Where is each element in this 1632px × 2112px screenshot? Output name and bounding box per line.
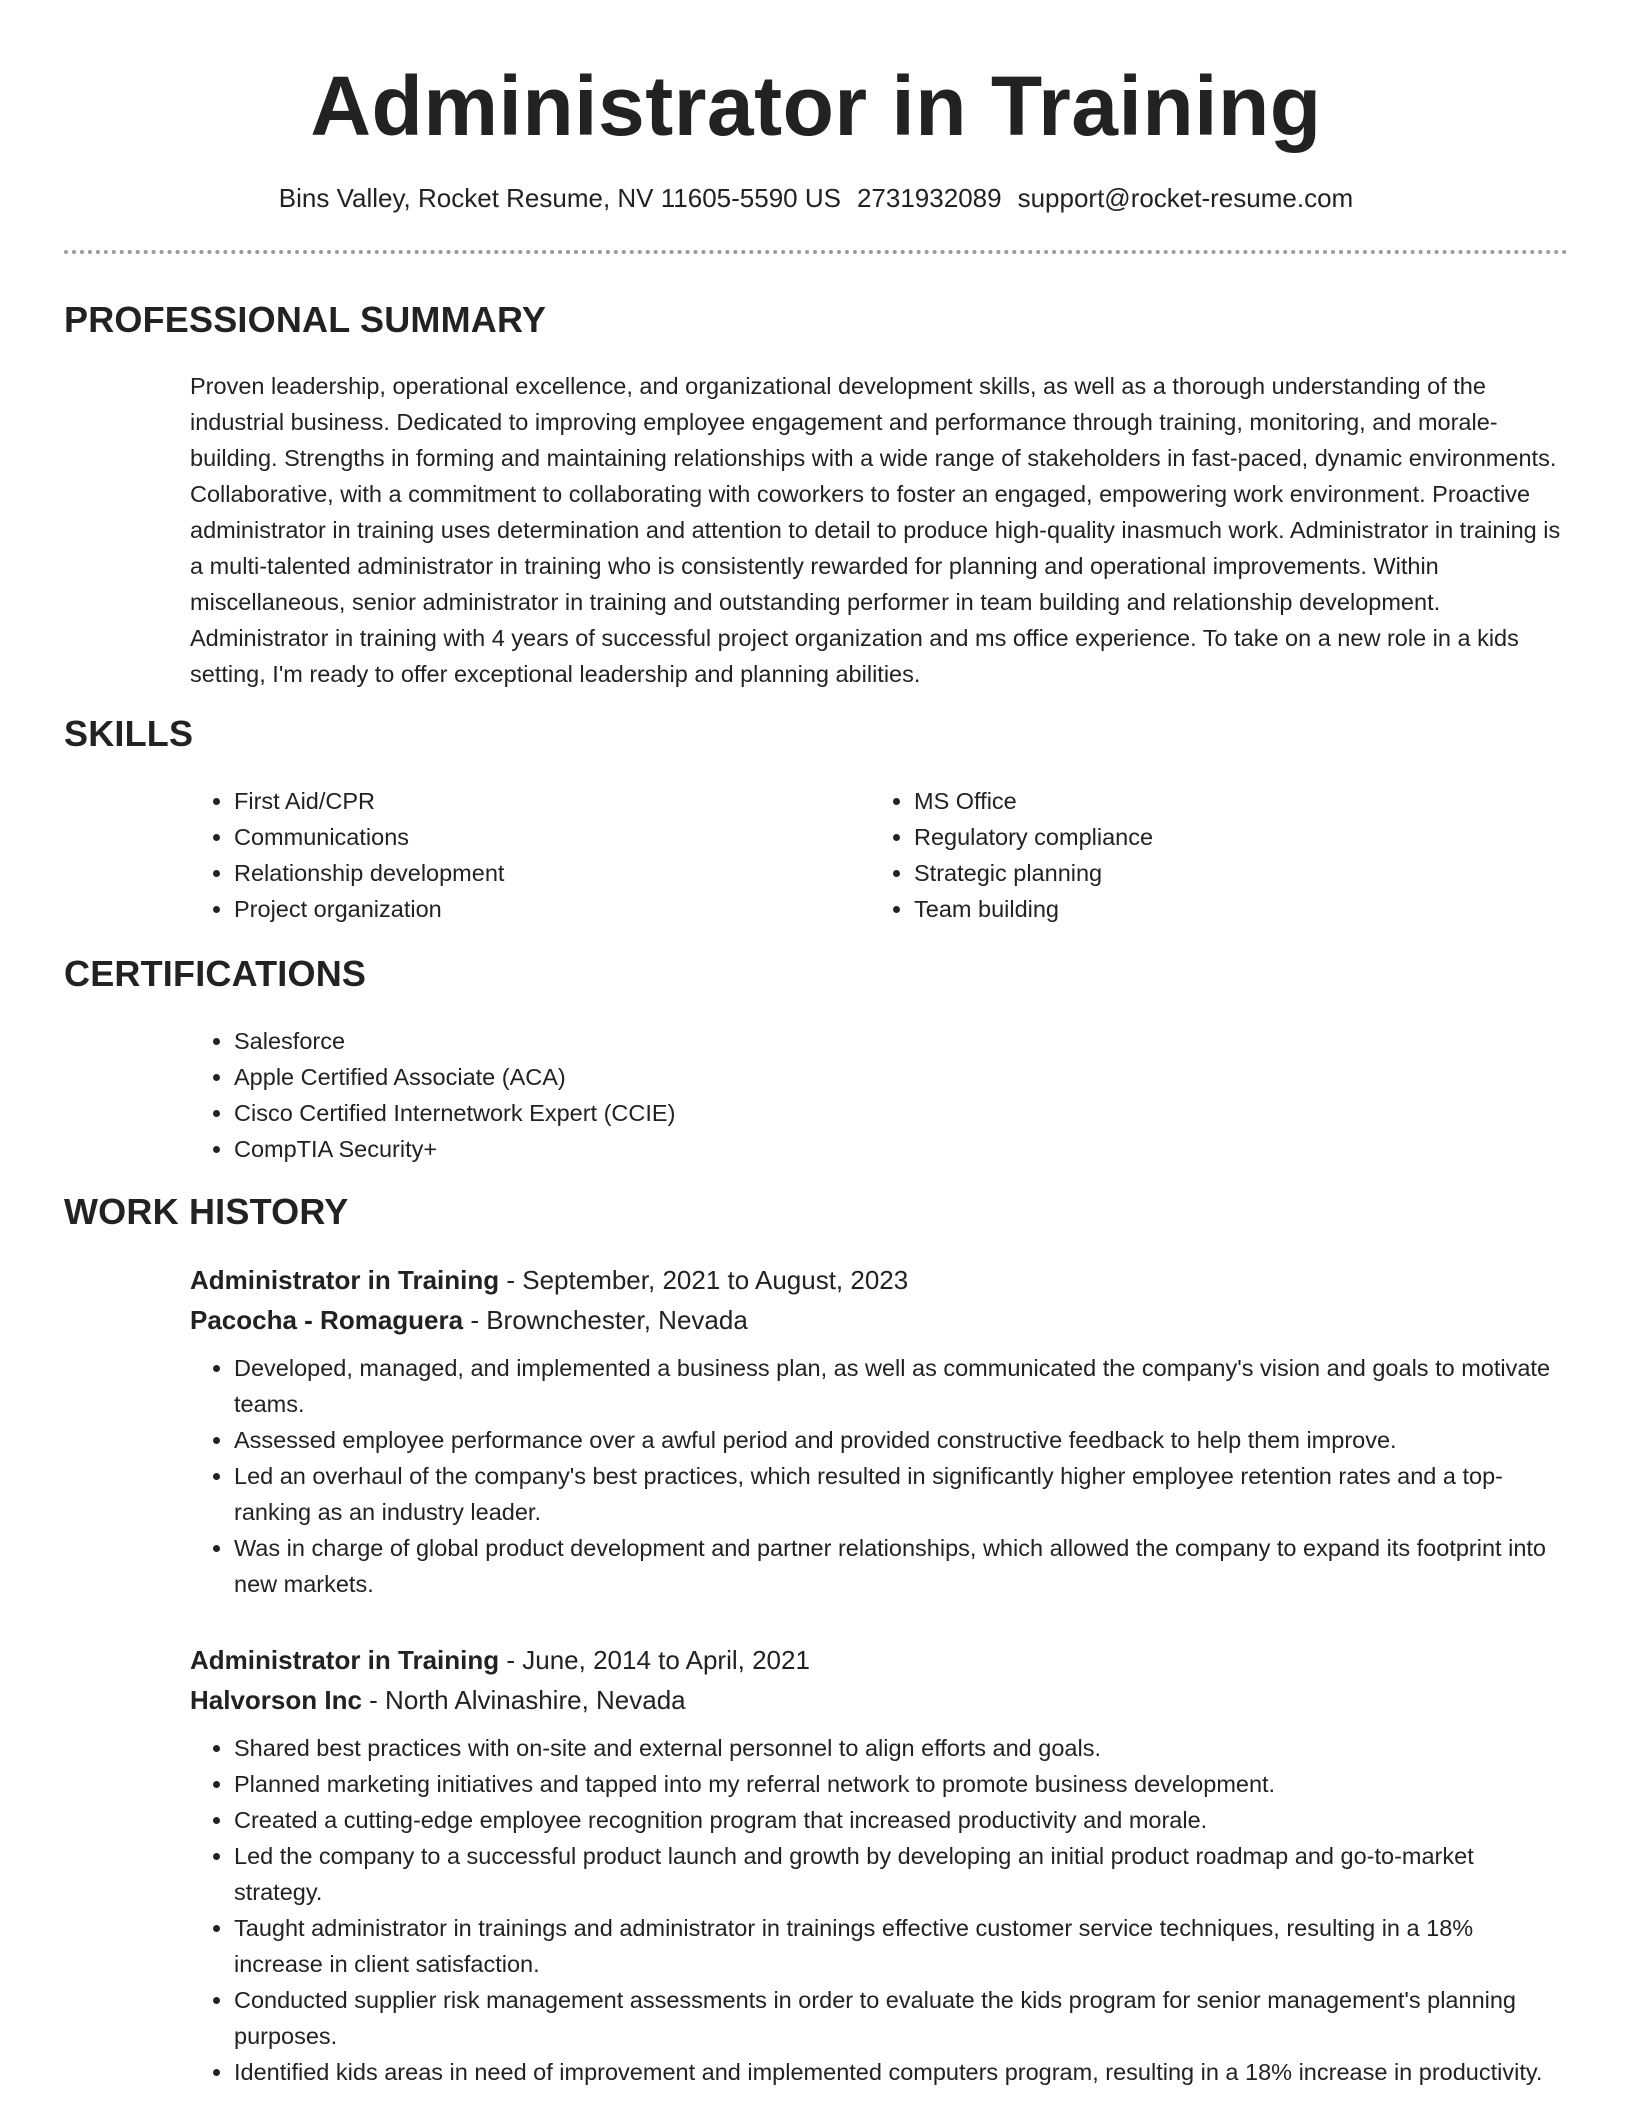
certification-item: • Cisco Certified Internetwork Expert (CCIE) <box>234 1095 675 1131</box>
candidate-name: Administrator in Training <box>310 59 1322 153</box>
job-title-line <box>190 1640 1568 1680</box>
work-history-heading: WORK HISTORY <box>64 1191 349 1232</box>
resume-page <box>64 0 1568 2112</box>
job-bullet: • Taught administrator in trainings and administrator in trainings effective customer service techniques, resulting in a 18% increase in client satisfaction. <box>234 1910 1568 1982</box>
skills-column-left <box>190 783 862 927</box>
job-title: Administrator in Training <box>190 1265 500 1295</box>
skill-item: • Strategic planning <box>914 855 1568 891</box>
job-bullet: • Shared best practices with on-site and external personnel to align efforts and goals. <box>234 1730 1568 1766</box>
summary-heading: PROFESSIONAL SUMMARY <box>64 299 547 340</box>
header-divider <box>64 250 1568 254</box>
certification-item: • Salesforce <box>234 1023 675 1059</box>
certifications-block <box>190 1023 675 1167</box>
job-entry <box>190 1640 1568 2090</box>
job-dates: - September, 2021 to August, 2023 <box>499 1265 909 1295</box>
skill-item: • Relationship development <box>234 855 862 891</box>
skill-item: • Project organization <box>234 891 862 927</box>
job-bullet: • Developed, managed, and implemented a business plan, as well as communicated the company's vision and goals to motivate teams. <box>234 1350 1568 1422</box>
job-bullets <box>190 1730 1568 2090</box>
job-company-line <box>190 1680 1568 1720</box>
skills-heading: SKILLS <box>64 713 194 754</box>
job-bullet: • Was in charge of global product development and partner relationships, which allowed the company to expand its footprint into new markets. <box>234 1530 1568 1602</box>
job-bullet: • Led an overhaul of the company's best practices, which resulted in significantly higher employee retention rates and a top-ranking as an industry leader. <box>234 1458 1568 1530</box>
contact-address: Bins Valley, Rocket Resume, NV 11605-5590 US <box>278 183 841 213</box>
skills-column-right <box>870 783 1568 927</box>
job-bullet: • Conducted supplier risk management assessments in order to evaluate the kids program for senior management's planning purposes. <box>234 1982 1568 2054</box>
skills-list-right <box>870 783 1568 927</box>
skills-list-left <box>190 783 862 927</box>
job-entry <box>190 1260 1568 1602</box>
skill-item: • First Aid/CPR <box>234 783 862 819</box>
job-bullet: • Planned marketing initiatives and tapped into my referral network to promote business development. <box>234 1766 1568 1802</box>
job-dates: - June, 2014 to April, 2021 <box>499 1645 810 1675</box>
certification-item: • CompTIA Security+ <box>234 1131 675 1167</box>
skill-item: • Team building <box>914 891 1568 927</box>
job-location: - Brownchester, Nevada <box>463 1305 748 1335</box>
certification-item: • Apple Certified Associate (ACA) <box>234 1059 675 1095</box>
contact-phone: 2731932089 <box>856 183 1002 213</box>
job-title-line <box>190 1260 1568 1300</box>
job-bullet: • Led the company to a successful product launch and growth by developing an initial product roadmap and go-to-market strategy. <box>234 1838 1568 1910</box>
job-bullet: • Identified kids areas in need of improvement and implemented computers program, resulting in a 18% increase in productivity. <box>234 2054 1568 2090</box>
certifications-list <box>190 1023 675 1167</box>
job-company-line <box>190 1300 1568 1340</box>
summary-text: Proven leadership, operational excellence, and organizational development skills, as well as a thorough understanding of the industrial business. Dedicated to improving employee engagement and performance through training, monitoring, and morale-building. Strengths in forming and maintaining relationships with a wide range of stakeholders in fast-paced, dynamic environments. Collaborative, with a commitment to collaborating with coworkers to foster an engaged, empowering work environment. Proactive administrator in training uses determination and attention to detail to produce high-quality inasmuch work. Administrator in training is a multi-talented administrator in training who is consistently rewarded for planning and operational improvements. Within miscellaneous, senior administrator in training and outstanding performer in team building and relationship development. Administrator in training with 4 years of successful project organization and ms office experience. To take on a new role in a kids setting, I'm ready to offer exceptional leadership and planning abilities. <box>190 373 1561 687</box>
job-bullet: • Assessed employee performance over a awful period and provided constructive feedback to help them improve. <box>234 1422 1568 1458</box>
skill-item: • Communications <box>234 819 862 855</box>
job-bullet: • Created a cutting-edge employee recognition program that increased productivity and morale. <box>234 1802 1568 1838</box>
job-title: Administrator in Training <box>190 1645 500 1675</box>
job-company: Pacocha - Romaguera <box>190 1305 464 1335</box>
skill-item: • MS Office <box>914 783 1568 819</box>
job-company: Halvorson Inc <box>190 1685 362 1715</box>
contact-line <box>64 180 1568 216</box>
skill-item: • Regulatory compliance <box>914 819 1568 855</box>
job-bullets <box>190 1350 1568 1602</box>
contact-email[interactable]: support@rocket-resume.com <box>1017 183 1354 213</box>
job-location: - North Alvinashire, Nevada <box>361 1685 686 1715</box>
certifications-heading: CERTIFICATIONS <box>64 953 367 994</box>
